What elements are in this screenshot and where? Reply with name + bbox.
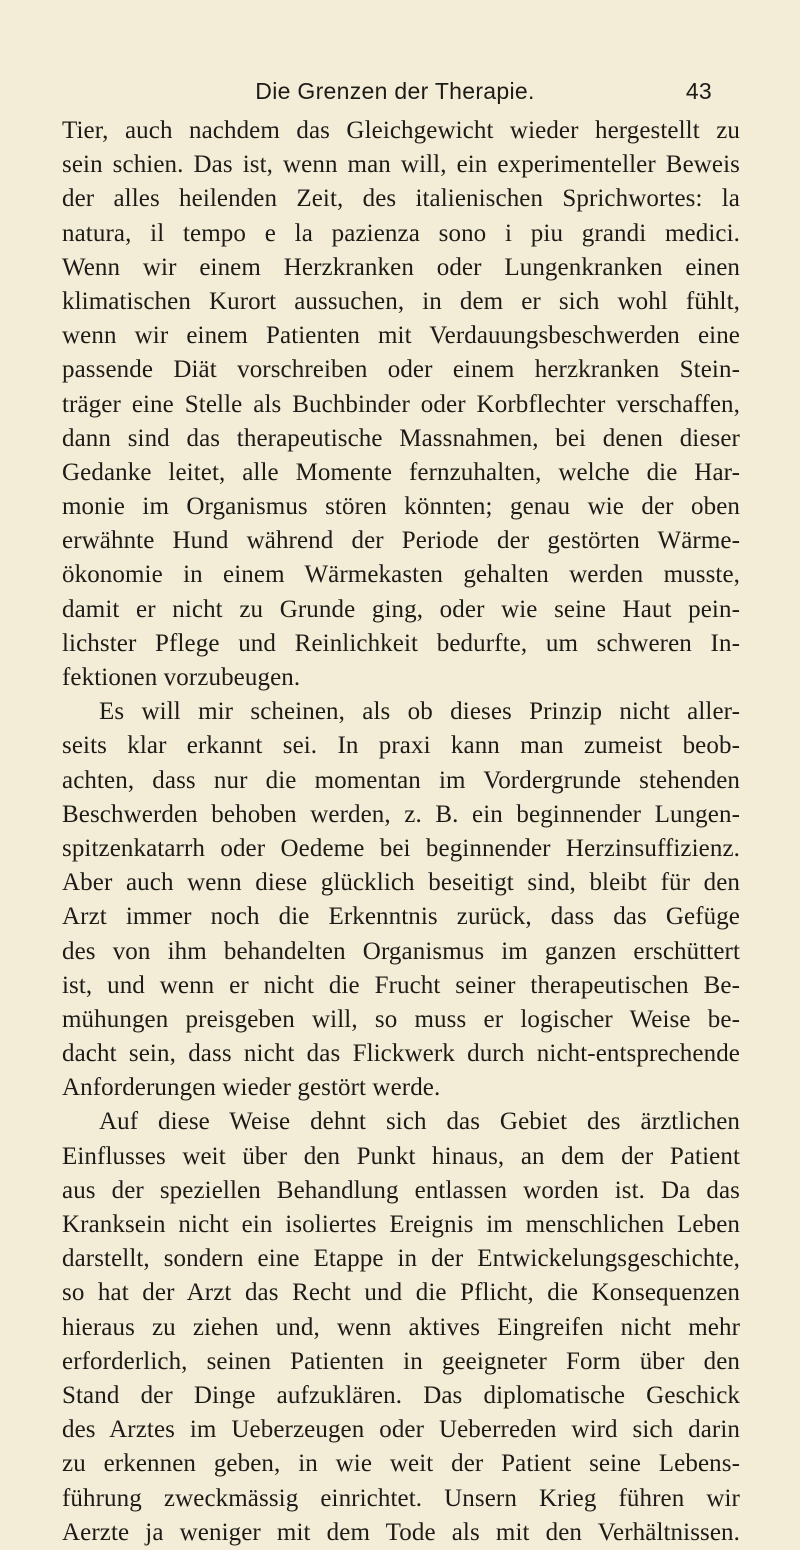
text-line: ökonomie in einem Wärmekasten gehalten werden musste, xyxy=(62,561,740,589)
text-line: Stand der Dinge aufzuklären. Das diplomatische Geschick xyxy=(62,1381,740,1409)
text-line: spitzenkatarrh oder Oedeme bei beginnender Herzinsuffizienz. xyxy=(62,834,740,862)
text-line: passende Diät vorschreiben oder einem herzkranken Stein- xyxy=(62,356,740,384)
text-line: Anforderungen wieder gestört werde. xyxy=(62,1074,441,1102)
text-line: Aber auch wenn diese glücklich beseitigt sind, bleibt für den xyxy=(62,869,740,897)
text-line: ist, und wenn er nicht die Frucht seiner therapeutischen Be- xyxy=(62,971,740,999)
text-line: Arzt immer noch die Erkenntnis zurück, dass das Gefüge xyxy=(62,903,740,931)
text-line: monie im Organismus stören könnten; genau wie der oben xyxy=(62,493,740,521)
text-line: dacht sein, dass nicht das Flickwerk durch nicht-entsprechende xyxy=(62,1040,740,1068)
text-line: achten, dass nur die momentan im Vordergrunde stehenden xyxy=(62,766,740,794)
text-line: erwähnte Hund während der Periode der gestörten Wärme- xyxy=(62,527,740,555)
text-line: natura, il tempo e la pazienza sono i piu grandi medici. xyxy=(62,219,740,247)
text-line: Kranksein nicht ein isoliertes Ereignis im menschlichen Leben xyxy=(62,1211,740,1238)
text-line: damit er nicht zu Grunde ging, oder wie seine Haut pein- xyxy=(62,595,740,623)
text-line: Tier, auch nachdem das Gleichgewicht wieder hergestellt zu xyxy=(62,117,740,144)
paragraph-start-line: Es will mir scheinen, als ob dieses Prinzip nicht aller- xyxy=(99,698,740,726)
text-line: fektionen vorzubeugen. xyxy=(62,664,301,691)
text-line: des Arztes im Ueberzeugen oder Ueberreden wird sich darin xyxy=(62,1416,740,1444)
text-line: erforderlich, seinen Patienten in geeigneter Form über den xyxy=(62,1347,740,1375)
text-line: darstellt, sondern eine Etappe in der Entwickelungsgeschichte, xyxy=(62,1245,740,1273)
text-line: zu erkennen geben, in wie weit der Patient seine Lebens- xyxy=(62,1450,740,1478)
text-line: Wenn wir einem Herzkranken oder Lungenkranken einen xyxy=(62,253,740,281)
text-line: hieraus zu ziehen und, wenn aktives Eingreifen nicht mehr xyxy=(62,1313,740,1341)
text-line: seits klar erkannt sei. In praxi kann man zumeist beob- xyxy=(62,732,740,760)
text-line: des von ihm behandelten Organismus im ganzen erschüttert xyxy=(62,937,740,965)
running-title: Die Grenzen der Therapie. xyxy=(255,78,535,104)
text-line: Einflusses weit über den Punkt hinaus, an dem der Patient xyxy=(62,1142,740,1170)
text-line: Gedanke leitet, alle Momente fernzuhalten, welche die Har- xyxy=(62,458,740,486)
text-line: wenn wir einem Patienten mit Verdauungsbeschwerden eine xyxy=(62,322,740,350)
text-line: lichster Pflege und Reinlichkeit bedurfte, um schweren In- xyxy=(62,629,740,657)
running-head xyxy=(0,78,800,108)
text-line: so hat der Arzt das Recht und die Pflicht, die Konsequenzen xyxy=(62,1279,740,1307)
text-line: Beschwerden behoben werden, z. B. ein beginnender Lungen- xyxy=(62,800,740,828)
text-line: sein schien. Das ist, wenn man will, ein experimenteller Beweis xyxy=(62,151,740,179)
text-line: klimatischen Kurort aussuchen, in dem er sich wohl fühlt, xyxy=(62,287,740,315)
text-line: dann sind das therapeutische Massnahmen, bei denen dieser xyxy=(62,424,740,452)
text-line: der alles heilenden Zeit, des italienischen Sprichwortes: la xyxy=(62,185,740,213)
paragraph-start-line: Auf diese Weise dehnt sich das Gebiet des ärztlichen xyxy=(99,1108,740,1136)
text-line: aus der speziellen Behandlung entlassen worden ist. Da das xyxy=(62,1176,740,1204)
page-number: 43 xyxy=(685,78,712,104)
text-line: Aerzte ja weniger mit dem Tode als mit den Verhältnissen. xyxy=(62,1518,740,1546)
body-text xyxy=(62,114,740,1550)
text-line: mühungen preisgeben will, so muss er logischer Weise be- xyxy=(62,1005,740,1033)
text-line: träger eine Stelle als Buchbinder oder Korbflechter verschaffen, xyxy=(62,390,740,418)
text-line: führung zweckmässig einrichtet. Unsern Krieg führen wir xyxy=(62,1484,740,1512)
